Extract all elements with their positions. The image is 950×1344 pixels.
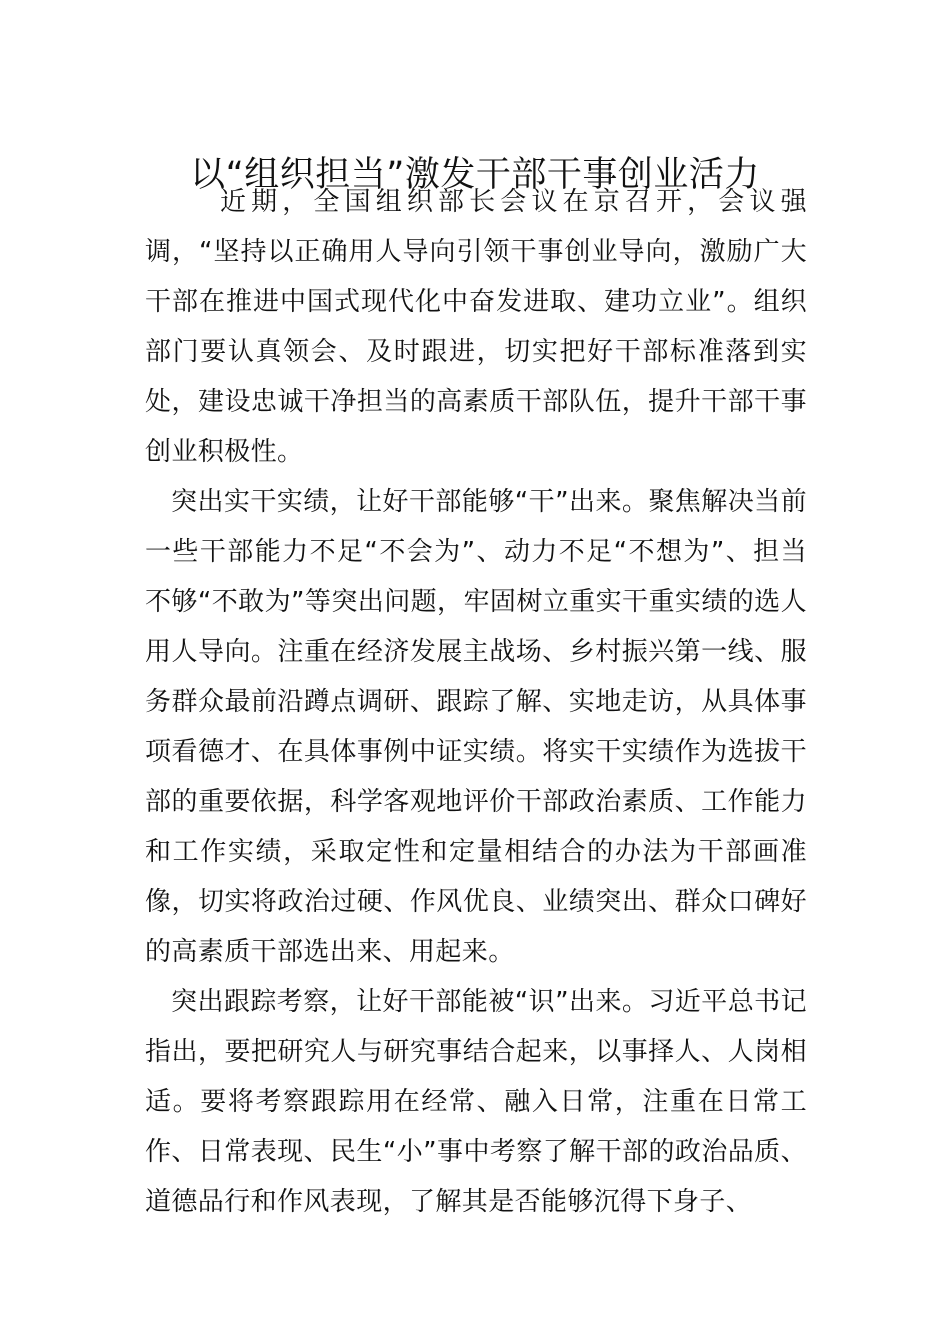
document-body <box>145 177 807 1227</box>
paragraph-practical-results: 突出实干实绩，让好干部能够“干”出来。聚焦解决当前一些干部能力不足“不会为”、动力不足“不想为”、担当不够“不敢为”等突出问题，牢固树立重实干重实绩的选人用人导向。注重在经济发展主战场、乡村振兴第一线、服务群众最前沿蹲点调研、跟踪了解、实地走访，从具体事项看德才、在具体事例中证实绩。将实干实绩作为选拔干部的重要依据，科学客观地评价干部政治素质、工作能力和工作实绩，采取定性和定量相结合的办法为干部画准像，切实将政治过硬、作风优良、业绩突出、群众口碑好的高素质干部选出来、用起来。 <box>145 487 807 967</box>
document-title: 以“组织担当”激发干部干事创业活力 <box>190 155 760 196</box>
paragraph-tracking-inspection: 突出跟踪考察，让好干部能被“识”出来。习近平总书记指出，要把研究人与研究事结合起来，以事择人、人岗相适。要将考察跟踪用在经常、融入日常，注重在日常工作、日常表现、民生“小”事中考察了解干部的政治品质、道德品行和作风表现，了解其是否能够沉得下身子、 <box>145 987 807 1217</box>
paragraph-intro: 近期，全国组织部长会议在京召开，会议强调，“坚持以正确用人导向引领干事创业导向，激励广大干部在推进中国式现代化中奋发进取、建功立业”。组织部门要认真领会、及时跟进，切实把好干部标准落到实处，建设忠诚干净担当的高素质干部队伍，提升干部干事创业积极性。 <box>145 187 807 467</box>
